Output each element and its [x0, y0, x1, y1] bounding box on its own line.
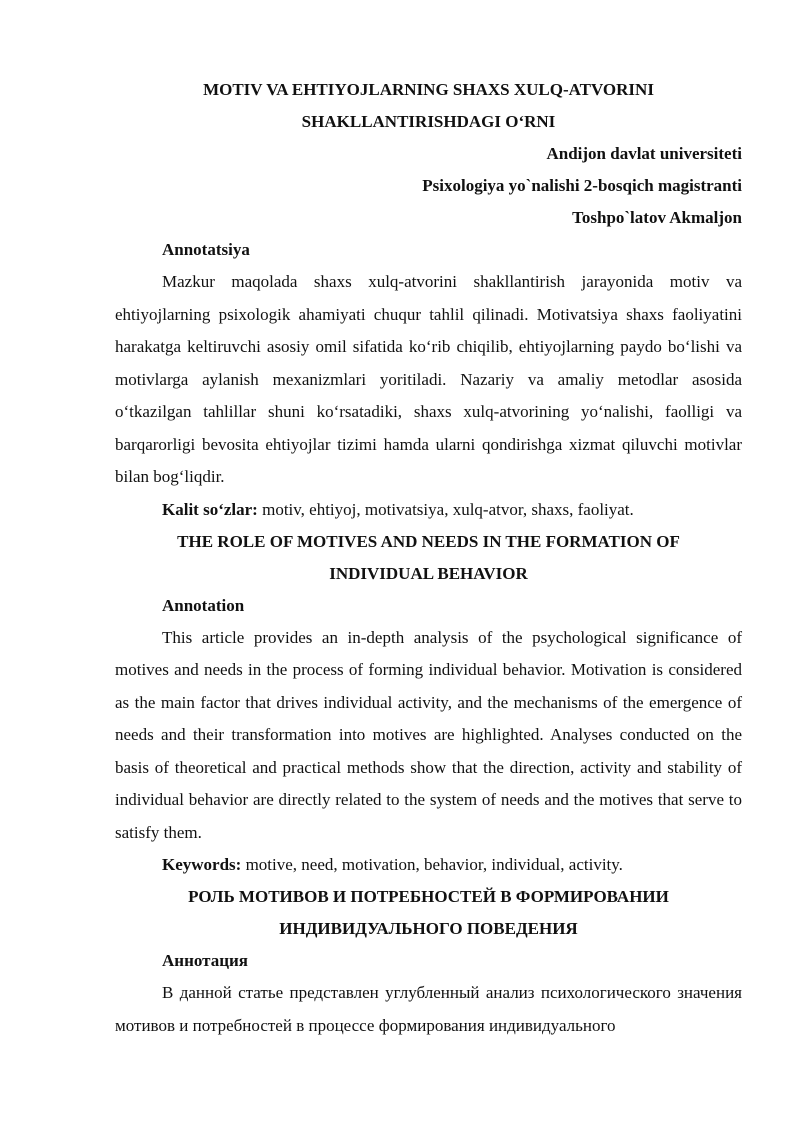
- uz-keywords-label: Kalit so‘zlar:: [162, 499, 258, 519]
- uz-title-line-1: MOTIV VA EHTIYOJLARNING SHAXS XULQ-ATVORINI: [203, 80, 654, 99]
- en-annotation-heading: Annotation: [162, 595, 245, 615]
- ru-annotation-heading: Аннотация: [162, 951, 248, 970]
- uz-title-line-2: SHAKLLANTIRISHDAGI O‘RNI: [301, 112, 556, 131]
- ru-title-line-2: ИНДИВИДУАЛЬНОГО ПОВЕДЕНИЯ: [279, 919, 578, 938]
- en-keywords-label: Keywords:: [162, 855, 242, 874]
- uz-annotation-heading: Annotatsiya: [162, 240, 250, 259]
- uz-annotation-text: Mazkur maqolada shaxs xulq-atvorini shakllantirish jarayonida motiv va ehtiyojlarning psixologik ahamiyati chuqur tahlil qilinadi. Motivatsiya shaxs faoliyatini harakatga keltiruvchi asosiy omil sifatida ko‘rib chiqilib, ehtiyojlarning paydo bo‘lishi va motivlarga aylanish mexanizmlari yoritiladi. Nazariy va amaliy metodlar asosida o‘tkazilgan tahlillar shuni ko‘rsatadiki, shaxs xulq-atvorining yo‘nalishi, faolligi va barqarorligi bevosita ehtiyojlar tizimi hamda ularni qondirishga xizmat qiluvchi motivlar bilan bog‘liqdir.: [115, 272, 742, 486]
- en-annotation-text: This article provides an in-depth analysis of the psychological significance of motives and needs in the process of forming individual behavior. Motivation is considered as the main factor that drives individual activity, and the mechanisms of the emergence of needs and their transformation into motives are highlighted. Analyses conducted on the basis of theoretical and practical methods show that the direction, activity and stability of individual behavior are directly related to the system of needs and the motives that serve to satisfy them.: [115, 627, 742, 842]
- author-affiliation: Andijon davlat universiteti: [546, 144, 742, 163]
- en-title-line-1: THE ROLE OF MOTIVES AND NEEDS IN THE FORMATION OF: [177, 531, 680, 551]
- en-keywords: [115, 849, 742, 881]
- uz-keywords: [115, 494, 742, 526]
- ru-annotation-text: В данной статье представлен углубленный анализ психологического значения мотивов и потребностей в процессе формирования индивидуального: [115, 983, 742, 1035]
- page-content: [115, 74, 742, 1042]
- uz-keywords-list: motiv, ehtiyoj, motivatsiya, xulq-atvor, shaxs, faoliyat.: [257, 499, 634, 519]
- author-name: Toshpo`latov Akmaljon: [572, 208, 742, 227]
- en-keywords-list: motive, need, motivation, behavior, individual, activity.: [241, 855, 623, 874]
- author-program: Psixologiya yo`nalishi 2-bosqich magistranti: [422, 176, 742, 195]
- en-title-line-2: INDIVIDUAL BEHAVIOR: [329, 563, 528, 583]
- ru-title-line-1: РОЛЬ МОТИВОВ И ПОТРЕБНОСТЕЙ В ФОРМИРОВАНИИ: [188, 887, 669, 906]
